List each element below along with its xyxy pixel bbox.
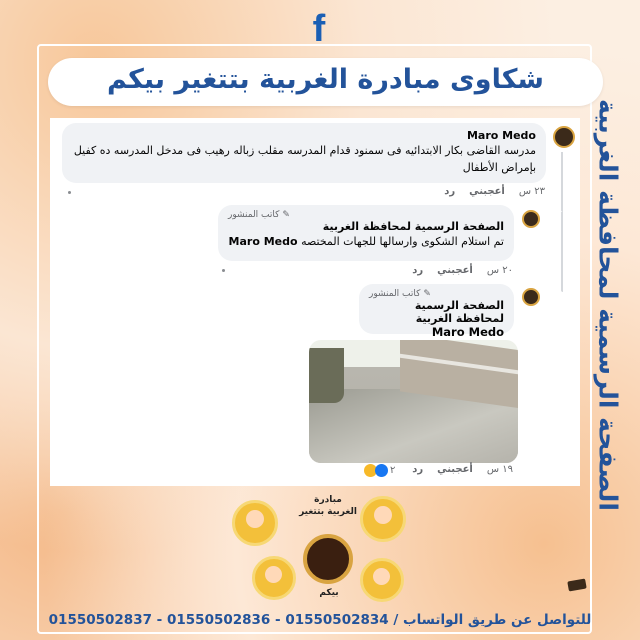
- logo-text: مبادرة الغربية بتتغير: [299, 495, 357, 517]
- logo-person: [374, 506, 392, 524]
- more-dot[interactable]: [222, 269, 225, 272]
- facebook-icon: f: [312, 8, 326, 50]
- reply-link[interactable]: رد: [444, 186, 456, 197]
- reply-time[interactable]: ٢٠ س: [486, 265, 513, 276]
- side-label: الصفحة الرسمية لمحافظة الغربية: [593, 99, 623, 511]
- emblem-icon: [303, 534, 353, 584]
- title-banner: [48, 58, 603, 106]
- reply-actions: [412, 464, 513, 475]
- like-reaction-icon: [375, 464, 388, 477]
- logo-person: [246, 510, 264, 528]
- pencil-icon: ✎: [423, 289, 431, 299]
- comment-text: مدرسه القاضى بكار الابتدائيه فى سمنود قدام المدرسه مقلب زباله رهيب فى مدخل المدرسه ده كفيل بإمراض الأطفال: [73, 144, 536, 174]
- comment-author[interactable]: Maro Medo: [466, 129, 536, 142]
- initiative-logo: [226, 490, 426, 608]
- logo-person: [265, 566, 282, 583]
- reaction-count: ٢: [390, 465, 396, 476]
- side-label-container: [582, 99, 634, 511]
- mention[interactable]: Maro Medo: [431, 325, 504, 339]
- mention: Maro Medo: [228, 235, 298, 248]
- attached-photo[interactable]: [309, 340, 518, 463]
- comment-bubble: [62, 123, 546, 183]
- reply-link[interactable]: رد: [412, 265, 424, 276]
- more-dot[interactable]: [68, 191, 71, 194]
- page-avatar[interactable]: [522, 288, 540, 306]
- author-badge: ✎ كاتب المنشور: [369, 289, 431, 299]
- reply-bubble: [359, 284, 514, 339]
- reply-author[interactable]: الصفحة الرسمية لمحافظة الغربية: [322, 220, 504, 233]
- like-link[interactable]: أعجبني: [437, 464, 473, 475]
- contact-footer: للتواصل عن طريق الواتساب / 01550502834 - 01550502836 - 01550502837: [48, 612, 592, 628]
- comments-screenshot: [50, 118, 580, 486]
- page-avatar[interactable]: [522, 210, 540, 228]
- logo-person: [373, 568, 390, 585]
- pencil-icon: ✎: [282, 210, 290, 220]
- page-title: شكاوى مبادرة الغربية بتتغير بيكم: [107, 64, 544, 95]
- comment-time[interactable]: ٢٣ س: [518, 186, 545, 197]
- comment-actions: [444, 186, 545, 197]
- thread-line: [561, 152, 563, 212]
- reply-author[interactable]: الصفحة الرسمية لمحافظة الغربية: [414, 299, 504, 325]
- logo-text: بيكم: [319, 588, 339, 598]
- reply-time[interactable]: ١٩ س: [486, 464, 513, 475]
- reactions[interactable]: [364, 464, 395, 477]
- reply-bubble: [218, 205, 514, 261]
- photo-tree: [309, 348, 344, 403]
- reply-link[interactable]: رد: [412, 464, 424, 475]
- reply-text: تم استلام الشكوى وارسالها للجهات المختصه Maro Medo: [228, 235, 504, 248]
- like-link[interactable]: أعجبني: [469, 186, 505, 197]
- thread-line: [561, 212, 563, 292]
- like-link[interactable]: أعجبني: [437, 265, 473, 276]
- reply-actions: [412, 265, 513, 276]
- avatar[interactable]: [553, 126, 575, 148]
- author-badge: ✎ كاتب المنشور: [228, 210, 290, 220]
